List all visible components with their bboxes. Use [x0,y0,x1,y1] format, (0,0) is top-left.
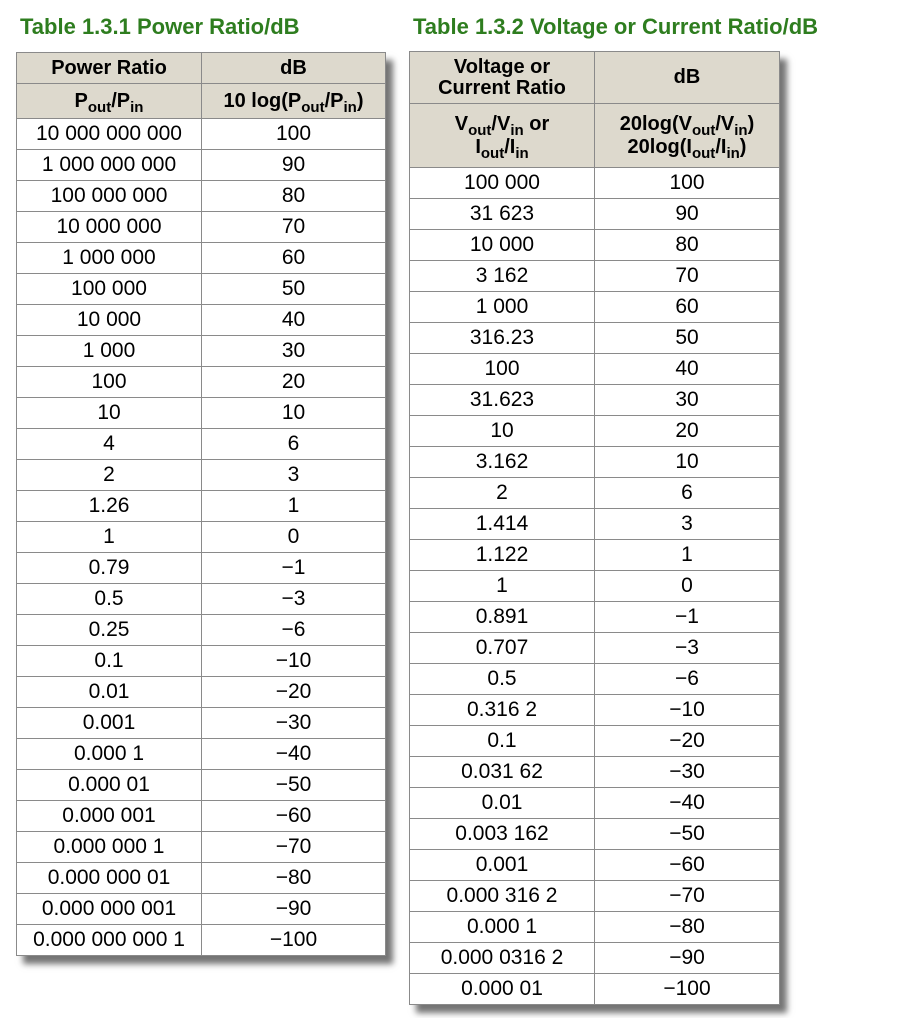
table2-ratio-cell: 0.000 1 [410,912,595,943]
table2-row [410,974,780,1005]
table2-body [410,168,780,1005]
table2-db-cell: −1 [595,602,780,633]
table2-db-cell: 40 [595,354,780,385]
table1-body [17,119,386,956]
table2-ratio-cell: 100 [410,354,595,385]
table2-header-formula: $20\log(V_{out}/V_{in})$ $20\log(I_{out}/I_{in})$ [595,104,780,168]
table2-row [410,695,780,726]
table1-row [17,863,386,894]
table2-ratio-cell: 0.707 [410,633,595,664]
table2-row [410,478,780,509]
table2-ratio-cell: 3 162 [410,261,595,292]
table2-row [410,602,780,633]
table2-row [410,571,780,602]
table2-row [410,199,780,230]
table1-header-row-1 [17,53,386,84]
table1-db-cell: −20 [202,677,386,708]
table1-ratio-cell: 0.25 [17,615,202,646]
table2-ratio-cell: 0.5 [410,664,595,695]
table2-header-vout-vin-iout-iin: $V_{out}/V_{in}$ or $I_{out}/I_{in}$ [410,104,595,168]
table2-db-cell: −30 [595,757,780,788]
table2-db-cell: 30 [595,385,780,416]
table1-ratio-cell: 10 [17,398,202,429]
table2-row [410,261,780,292]
table2-ratio-cell: 1 000 [410,292,595,323]
table2-db-cell: 3 [595,509,780,540]
table2-ratio-cell: 10 000 [410,230,595,261]
table2-db-cell: −40 [595,788,780,819]
table1-db-cell: −6 [202,615,386,646]
table1-ratio-cell: 1 [17,522,202,553]
table1-row [17,212,386,243]
table1-row [17,336,386,367]
table1-db-cell: 30 [202,336,386,367]
table2-title: Table 1.3.2 Voltage or Current Ratio/dB [413,14,819,39]
table1-row [17,553,386,584]
table2-db-cell: 80 [595,230,780,261]
table2-ratio-cell: 0.031 62 [410,757,595,788]
table1-ratio-cell: 2 [17,460,202,491]
table1-row [17,801,386,832]
table2-db-cell: −80 [595,912,780,943]
table2-ratio-cell: 100 000 [410,168,595,199]
table2-db-cell: 60 [595,292,780,323]
table2-row [410,416,780,447]
table1-header-power-ratio: Power Ratio [17,53,202,84]
table2-row [410,540,780,571]
table2-row [410,881,780,912]
table2-db-cell: −90 [595,943,780,974]
table1-db-cell: 1 [202,491,386,522]
table2-ratio-cell: 0.001 [410,850,595,881]
table2-ratio-cell: 0.000 0316 2 [410,943,595,974]
table1-row [17,367,386,398]
table2-row [410,323,780,354]
table1-db-cell: −30 [202,708,386,739]
table2-db-cell: −70 [595,881,780,912]
table1-ratio-cell: 0.000 000 01 [17,863,202,894]
table1-ratio-cell: 0.1 [17,646,202,677]
table2-ratio-cell: 1.414 [410,509,595,540]
table2-row [410,168,780,199]
table1-db-cell: 70 [202,212,386,243]
table2-ratio-cell: 0.000 316 2 [410,881,595,912]
table2-db-cell: 0 [595,571,780,602]
table1-row [17,739,386,770]
table1-db-cell: 40 [202,305,386,336]
table1-row [17,429,386,460]
table1-ratio-cell: 1 000 [17,336,202,367]
table2-ratio-cell: 31.623 [410,385,595,416]
table2-db-cell: 70 [595,261,780,292]
table1-db-cell: −80 [202,863,386,894]
table2-header-voltage-current-ratio: Voltage or Current Ratio [410,52,595,104]
table1-header-db: dB [202,53,386,84]
table1-ratio-cell: 100 000 000 [17,181,202,212]
table1-db-cell: −100 [202,925,386,956]
table1-ratio-cell: 100 000 [17,274,202,305]
table2-header-row-1 [410,52,780,104]
table1-ratio-cell: 1 000 000 [17,243,202,274]
table1-ratio-cell: 10 000 000 [17,212,202,243]
table1-ratio-cell: 0.000 000 000 1 [17,925,202,956]
table2-row [410,385,780,416]
table2-header-row-2 [410,104,780,168]
table1-row [17,460,386,491]
table1-db-cell: −10 [202,646,386,677]
voltage-current-ratio-table [409,51,780,1005]
table1-title: Table 1.3.1 Power Ratio/dB [20,14,300,39]
table1-ratio-cell: 4 [17,429,202,460]
table1-header-formula: 10 $\log(P_{out}/P_{in})$ [202,84,386,119]
table2-ratio-cell: 2 [410,478,595,509]
table2-db-cell: −10 [595,695,780,726]
table1-row [17,894,386,925]
table1-ratio-cell: 100 [17,367,202,398]
table2-ratio-cell: 0.1 [410,726,595,757]
table1-row [17,584,386,615]
table1-ratio-cell: 0.000 000 001 [17,894,202,925]
table1-ratio-cell: 0.000 1 [17,739,202,770]
table2-db-cell: −50 [595,819,780,850]
table1-db-cell: 60 [202,243,386,274]
table1-row [17,398,386,429]
table1-header-pout-pin: $P_{out}/P_{in}$ [17,84,202,119]
table1-ratio-cell: 0.000 000 1 [17,832,202,863]
table2-row [410,757,780,788]
table1-row [17,832,386,863]
table2-ratio-cell: 31 623 [410,199,595,230]
table1-row [17,770,386,801]
table1-db-cell: −1 [202,553,386,584]
table1-ratio-cell: 0.001 [17,708,202,739]
table2-db-cell: 1 [595,540,780,571]
table1-row [17,491,386,522]
table2-db-cell: −20 [595,726,780,757]
table2-row [410,292,780,323]
table1-ratio-cell: 0.5 [17,584,202,615]
table2-row [410,664,780,695]
table1-db-cell: −50 [202,770,386,801]
table1-row [17,925,386,956]
table2-row [410,509,780,540]
table2-ratio-cell: 0.316 2 [410,695,595,726]
table1-db-cell: 6 [202,429,386,460]
table1-row [17,522,386,553]
table2-row [410,819,780,850]
table1-ratio-cell: 0.01 [17,677,202,708]
table1-db-cell: −60 [202,801,386,832]
table1-row [17,677,386,708]
table2-ratio-cell: 0.000 01 [410,974,595,1005]
table2-row [410,447,780,478]
table1-row [17,615,386,646]
table1-ratio-cell: 10 000 [17,305,202,336]
table2-row [410,230,780,261]
table2-db-cell: −100 [595,974,780,1005]
table2-db-cell: −60 [595,850,780,881]
table2-ratio-cell: 10 [410,416,595,447]
table2-db-cell: 10 [595,447,780,478]
table2-row [410,788,780,819]
table2-row [410,912,780,943]
table1-ratio-cell: 10 000 000 000 [17,119,202,150]
table1-row [17,274,386,305]
table1-ratio-cell: 1.26 [17,491,202,522]
table2-row [410,633,780,664]
table1-db-cell: 80 [202,181,386,212]
table2-row [410,943,780,974]
table2-ratio-cell: 1.122 [410,540,595,571]
table2-ratio-cell: 1 [410,571,595,602]
table2-ratio-cell: 0.003 162 [410,819,595,850]
table1-ratio-cell: 1 000 000 000 [17,150,202,181]
power-ratio-table [16,52,386,956]
table1-db-cell: −70 [202,832,386,863]
table1-ratio-cell: 0.79 [17,553,202,584]
table1-db-cell: 90 [202,150,386,181]
table2-ratio-cell: 0.01 [410,788,595,819]
table1-db-cell: −40 [202,739,386,770]
table1-db-cell: 100 [202,119,386,150]
table1-row [17,305,386,336]
table1-db-cell: 10 [202,398,386,429]
table2-db-cell: −3 [595,633,780,664]
table1-db-cell: −90 [202,894,386,925]
table1-row [17,119,386,150]
table2-row [410,354,780,385]
table2-row [410,726,780,757]
table2-db-cell: 90 [595,199,780,230]
table1-row [17,150,386,181]
table1-row [17,243,386,274]
table2-db-cell: −6 [595,664,780,695]
table2-db-cell: 50 [595,323,780,354]
table2-ratio-cell: 316.23 [410,323,595,354]
table1-ratio-cell: 0.000 001 [17,801,202,832]
table1-row [17,181,386,212]
table2-ratio-cell: 0.891 [410,602,595,633]
table2-db-cell: 6 [595,478,780,509]
table2-ratio-cell: 3.162 [410,447,595,478]
table1-row [17,708,386,739]
table2-header-db: dB [595,52,780,104]
table2-db-cell: 20 [595,416,780,447]
table2-db-cell: 100 [595,168,780,199]
table1-db-cell: 50 [202,274,386,305]
table1-db-cell: −3 [202,584,386,615]
table1-db-cell: 20 [202,367,386,398]
table1-ratio-cell: 0.000 01 [17,770,202,801]
table1-header-row-2 [17,84,386,119]
table1-db-cell: 3 [202,460,386,491]
table2-row [410,850,780,881]
table1-db-cell: 0 [202,522,386,553]
table1-row [17,646,386,677]
